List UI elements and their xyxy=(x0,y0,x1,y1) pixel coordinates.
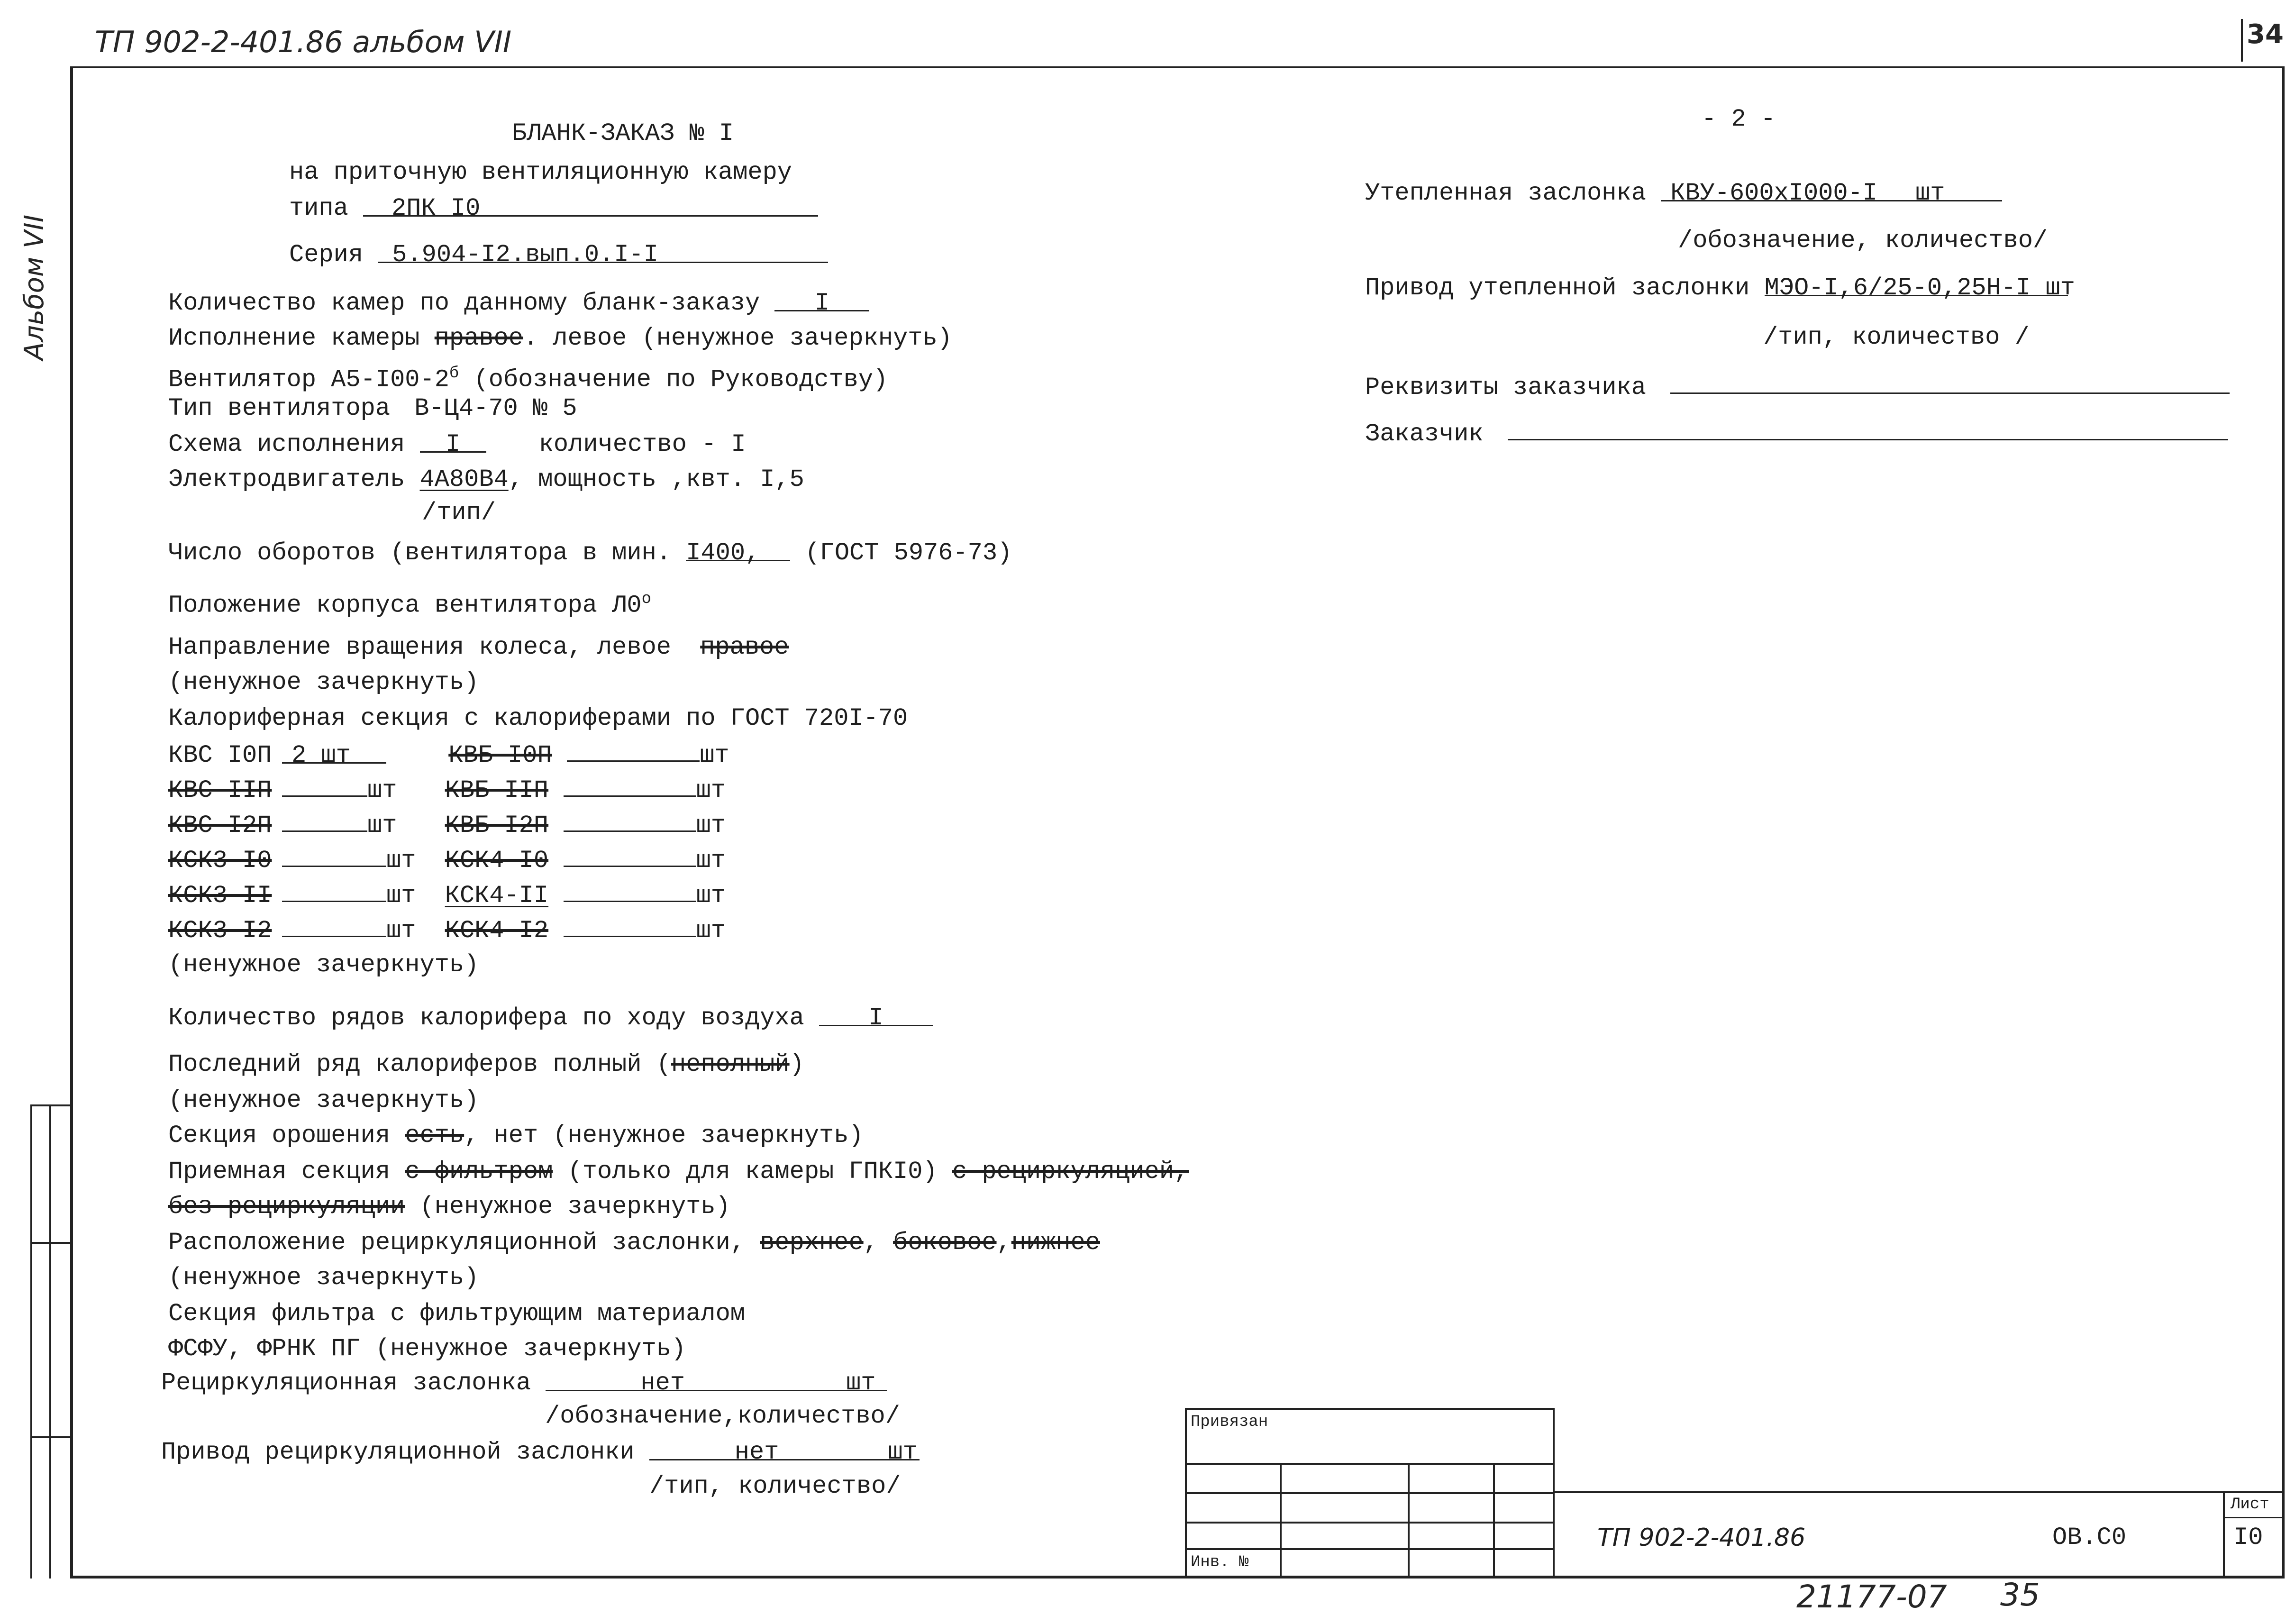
heater-b-field xyxy=(564,774,696,797)
margin-vline-2 xyxy=(49,1104,51,1578)
fan-value: А5-I00-2 xyxy=(331,365,449,394)
intake-struck-3: без рециркуляции xyxy=(168,1193,405,1221)
series-label: Серия xyxy=(289,241,364,269)
rows-count-label: Количество рядов калорифера по ходу воздуха xyxy=(168,1004,804,1032)
heater-unit: шт xyxy=(696,812,726,839)
filter-label: Секция фильтра с фильтрующим материалом xyxy=(168,1300,745,1328)
execution-row xyxy=(168,323,952,354)
type-value: 2ПК I0 xyxy=(392,194,481,222)
heater-row-2 xyxy=(168,774,726,806)
chambers-count-field xyxy=(774,288,869,317)
album-header: ТП 902-2-401.86 альбом VII xyxy=(95,25,512,59)
irrigation-row xyxy=(168,1121,864,1151)
damper-unit: шт xyxy=(1915,179,1945,207)
irrigation-struck: есть xyxy=(405,1122,464,1150)
footer-number: 21177-07 xyxy=(1796,1578,1947,1615)
damper-caption: /обозначение, количество/ xyxy=(1678,227,2048,255)
binding-box-bottom-label: Инв. № xyxy=(1191,1553,1249,1571)
heater-b: КВБ-I2П xyxy=(445,812,549,839)
heater-note: (ненужное зачеркнуть) xyxy=(168,951,479,979)
heater-unit: шт xyxy=(386,882,416,910)
fan-label: Вентилятор xyxy=(168,365,317,394)
rotation-row xyxy=(168,632,789,663)
rows-count-value: I xyxy=(868,1004,883,1032)
heater-unit: шт xyxy=(696,882,726,910)
binding-vline-2 xyxy=(1408,1463,1410,1578)
rows-count-field xyxy=(819,1003,933,1032)
heater-a-field xyxy=(282,774,367,797)
heater-a-value: 2 шт xyxy=(291,741,351,769)
last-row-struck: неполный xyxy=(671,1050,790,1078)
scheme-row xyxy=(168,429,746,460)
recirc-pos-row: Расположение рециркуляционной заслонки, верхнее, боковое,нижнее xyxy=(168,1229,1100,1257)
heater-b: КВБ-IIП xyxy=(445,776,549,804)
series-row xyxy=(289,240,828,270)
binding-line-1 xyxy=(1185,1463,1555,1465)
heater-unit: шт xyxy=(696,776,726,804)
fan-type-row xyxy=(168,393,577,424)
heater-unit: шт xyxy=(696,917,726,945)
motor-row xyxy=(168,465,804,495)
chambers-count-value: I xyxy=(814,289,830,317)
housing-text: Положение корпуса вентилятора Л0 xyxy=(168,591,642,620)
execution-label: Исполнение камеры xyxy=(168,324,420,352)
type-row xyxy=(289,193,818,224)
intake-label: Приемная секция xyxy=(168,1158,391,1186)
recirc-drive-value: нет xyxy=(734,1438,779,1466)
requisites-row xyxy=(1365,371,2230,403)
heater-a: КСК3-I0 xyxy=(168,847,272,875)
recirc-damper-label: Рециркуляционная заслонка xyxy=(161,1369,531,1397)
intake-rest: (ненужное зачеркнуть) xyxy=(419,1193,730,1221)
scheme-field xyxy=(420,429,486,458)
last-row-row xyxy=(168,1049,804,1080)
heater-b: КСК4-I0 xyxy=(445,847,549,875)
recirc-pos-label: Расположение рециркуляционной заслонки, xyxy=(168,1229,745,1257)
sheet-label: Лист xyxy=(2231,1496,2269,1514)
intake-struck-2: с рециркуляцией, xyxy=(952,1158,1189,1186)
heater-b-field xyxy=(564,879,696,902)
housing-sup: о xyxy=(641,590,651,608)
motor-power: , мощность ,квт. I,5 xyxy=(508,465,804,493)
heater-row-3 xyxy=(168,809,726,841)
recirc-drive-label: Привод рециркуляционной заслонки xyxy=(161,1438,635,1466)
customer-label: Заказчик xyxy=(1365,420,1484,448)
rpm-value: I400, xyxy=(686,539,760,567)
motor-label: Электродвигатель xyxy=(168,465,405,493)
heater-unit: шт xyxy=(367,812,397,839)
damper-row xyxy=(1365,178,2002,209)
heater-unit: шт xyxy=(700,741,729,769)
sheet-label-line xyxy=(2223,1517,2285,1518)
rotation-struck: правое xyxy=(700,633,789,661)
recirc-pos-struck-1: верхнее xyxy=(760,1229,864,1257)
scheme-label: Схема исполнения xyxy=(168,430,405,458)
filter-value: ФСФУ, ФРНК ПГ (ненужное зачеркнуть) xyxy=(168,1335,686,1363)
form-purpose: на приточную вентиляционную камеру xyxy=(289,158,792,186)
intake-row-2 xyxy=(168,1192,730,1222)
fan-type-label: Тип вентилятора xyxy=(168,394,391,422)
type-label: типа xyxy=(289,194,348,222)
last-row-label: Последний ряд калориферов полный ( xyxy=(168,1050,671,1078)
binding-line-4 xyxy=(1185,1548,1555,1550)
heater-b-field xyxy=(564,914,696,937)
drive-field xyxy=(1764,273,2075,302)
drive-row xyxy=(1365,273,2075,303)
execution-rest: . левое (ненужное зачеркнуть) xyxy=(523,324,952,352)
drive-caption: /тип, количество / xyxy=(1763,323,2030,351)
heater-unit: шт xyxy=(386,917,416,945)
execution-struck: правое xyxy=(434,324,523,352)
recirc-damper-value: нет xyxy=(640,1369,685,1397)
housing-row xyxy=(168,584,651,620)
heater-a-field xyxy=(282,740,386,769)
recirc-damper-row xyxy=(161,1368,887,1398)
last-row-note: (ненужное зачеркнуть) xyxy=(168,1086,479,1114)
document-section: ОВ.С0 xyxy=(2052,1524,2127,1551)
series-value: 5.904-I2.вып.0.I-I xyxy=(392,241,658,269)
heater-unit: шт xyxy=(386,847,416,875)
drive-value: МЭО-I,6/25-0,25Н-I шт xyxy=(1764,274,2075,302)
recirc-pos-struck-2: боковое xyxy=(893,1229,997,1257)
irrigation-label: Секция орошения xyxy=(168,1122,391,1150)
heater-section: Калориферная секция с калориферами по ГОСТ 720I-70 xyxy=(168,704,908,732)
motor-value: 4А80В4 xyxy=(419,465,509,493)
recirc-drive-field xyxy=(649,1437,920,1466)
rpm-field xyxy=(686,538,790,567)
fan-row xyxy=(168,358,888,395)
binding-line-2 xyxy=(1185,1492,1555,1494)
damper-value: КВУ-600хI000-I xyxy=(1670,179,1877,207)
rotation-note: (ненужное зачеркнуть) xyxy=(168,668,479,696)
heater-b: КВБ-I0П xyxy=(448,741,552,769)
recirc-drive-row xyxy=(161,1437,920,1468)
recirc-damper-caption: /обозначение,количество/ xyxy=(545,1402,900,1430)
rpm-gost: (ГОСТ 5976-73) xyxy=(805,539,1012,567)
recirc-drive-unit: шт xyxy=(888,1438,918,1466)
heater-a-field xyxy=(282,844,386,867)
recirc-damper-unit: шт xyxy=(846,1369,876,1397)
page-corner-number: 34 xyxy=(2247,19,2284,50)
side-album-label: Альбом VII xyxy=(19,214,50,360)
rpm-label: Число оборотов (вентилятора в мин. xyxy=(168,539,671,567)
sheet-number: I0 xyxy=(2233,1524,2263,1551)
heater-a: КВС-IIП xyxy=(168,776,272,804)
heater-a: КВС I0П xyxy=(168,741,272,769)
heater-a: КСК3-II xyxy=(168,882,272,910)
heater-b: КСК4-II xyxy=(445,882,549,910)
customer-field xyxy=(1508,417,2228,440)
recirc-pos-struck-3: нижнее xyxy=(1011,1229,1100,1257)
damper-field xyxy=(1661,178,2002,207)
scheme-value: I xyxy=(445,430,461,458)
motor-caption: /тип/ xyxy=(422,499,496,527)
footer-page: 35 xyxy=(2000,1577,2040,1613)
binding-vline-1 xyxy=(1280,1463,1282,1578)
heater-a-field xyxy=(282,914,386,937)
corner-tick xyxy=(2241,19,2243,62)
heater-b-field xyxy=(564,809,696,832)
heater-row-4 xyxy=(168,844,726,876)
recirc-drive-caption: /тип, количество/ xyxy=(649,1472,901,1500)
irrigation-rest: , нет (ненужное зачеркнуть) xyxy=(464,1122,864,1150)
recirc-damper-field xyxy=(546,1368,887,1397)
heater-row-6 xyxy=(168,914,726,946)
title-block-top-line xyxy=(1555,1491,2285,1493)
binding-box-top-label: Привязан xyxy=(1191,1413,1268,1431)
page-number: - 2 - xyxy=(1702,105,1776,133)
heater-a-field xyxy=(282,879,386,902)
rotation-label: Направление вращения колеса, левое xyxy=(168,633,671,661)
chambers-count-label: Количество камер по данному бланк-заказу xyxy=(168,289,760,317)
damper-label: Утепленная заслонка xyxy=(1365,179,1646,207)
scheme-qty: количество - I xyxy=(538,430,746,458)
heater-row-5 xyxy=(168,879,726,911)
chambers-count-row xyxy=(168,288,869,319)
fan-type-value: В-Ц4-70 № 5 xyxy=(414,394,577,422)
intake-struck-1: с фильтром xyxy=(405,1158,553,1186)
rows-count-row xyxy=(168,1003,933,1033)
heater-b: КСК4-I2 xyxy=(445,917,549,945)
recirc-pos-note: (ненужное зачеркнуть) xyxy=(168,1264,479,1292)
rpm-row xyxy=(168,538,1012,568)
title-block-sheet-divider xyxy=(2223,1491,2225,1578)
last-row-end: ) xyxy=(789,1050,804,1078)
margin-vline-1 xyxy=(30,1104,32,1578)
series-field xyxy=(378,240,828,269)
binding-line-3 xyxy=(1185,1522,1555,1524)
document-code: ТП 902-2-401.86 xyxy=(1597,1524,1806,1552)
heater-b-field xyxy=(567,739,700,762)
heater-a: КВС-I2П xyxy=(168,812,272,839)
binding-vline-3 xyxy=(1493,1463,1495,1578)
heater-unit: шт xyxy=(367,776,397,804)
drive-label: Привод утепленной заслонки xyxy=(1365,274,1750,302)
intake-row xyxy=(168,1157,1189,1187)
type-field xyxy=(363,193,818,222)
customer-row xyxy=(1365,417,2228,449)
heater-row-1 xyxy=(168,739,729,771)
requisites-label: Реквизиты заказчика xyxy=(1365,374,1646,401)
heater-a: КСК3-I2 xyxy=(168,917,272,945)
heater-a-field xyxy=(282,809,367,832)
fan-sup: б xyxy=(449,365,459,383)
heater-b-field xyxy=(564,844,696,867)
intake-mid: (только для камеры ГПКI0) xyxy=(567,1158,938,1186)
requisites-field xyxy=(1670,371,2230,394)
fan-note: (обозначение по Руководству) xyxy=(474,365,888,394)
form-title: БЛАНК-ЗАКАЗ № I xyxy=(512,119,734,147)
heater-unit: шт xyxy=(696,847,726,875)
